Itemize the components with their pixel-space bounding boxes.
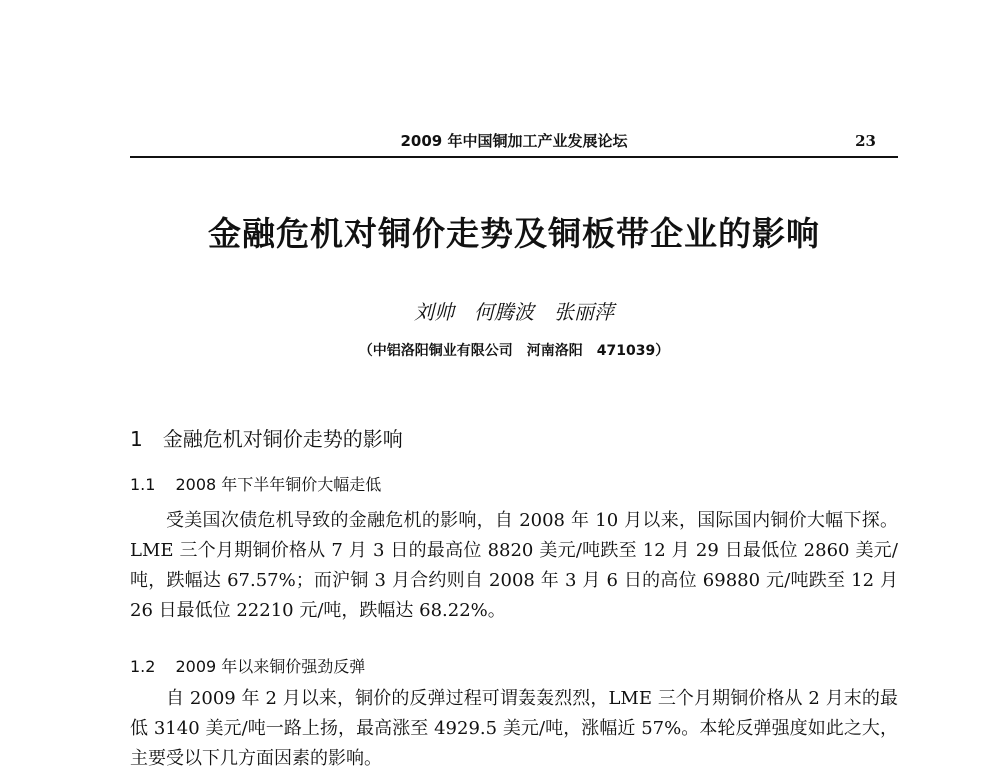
section-1-2-heading <box>130 654 365 677</box>
section-1-number: 1 <box>130 427 143 451</box>
section-1-2-number: 1.2 <box>130 657 156 676</box>
authors: 刘帅 何腾波 张丽萍 <box>414 300 614 324</box>
page-number: 23 <box>855 132 876 150</box>
affiliation: （中铝洛阳铜业有限公司 河南洛阳 471039） <box>358 343 670 359</box>
running-title: 2009 年中国铜加工产业发展论坛 <box>400 132 628 150</box>
section-1-2-paragraph: 自 2009 年 2 月以来，铜价的反弹过程可谓轰轰烈烈，LME 三个月期铜价格从 2 月末的最低 3140 美元/吨一路上扬，最高涨至 4929.5 美元/吨，涨幅近 57%。本轮反弹强度如此之大，主要受以下几方面因素的影响。 <box>130 688 898 769</box>
running-header <box>130 128 898 158</box>
paper-title: 金融危机对铜价走势及铜板带企业的影响 <box>208 214 820 253</box>
section-1-heading <box>130 423 403 452</box>
section-1-1-heading <box>130 472 381 495</box>
section-1-title: 金融危机对铜价走势的影响 <box>162 427 403 451</box>
section-1-2-title: 2009 年以来铜价强劲反弹 <box>175 657 366 676</box>
section-1-1-title: 2008 年下半年铜价大幅走低 <box>175 475 382 494</box>
section-1-1-paragraph: 受美国次债危机导致的金融危机的影响，自 2008 年 10 月以来，国际国内铜价大幅下探。LME 三个月期铜价格从 7 月 3 日的最高位 8820 美元/吨跌至 12 月 29 日最低位 2860 美元/吨，跌幅达 67.57%；而沪铜 3 月合约则自 2008 年 3 月 6 日的高位 69880 元/吨跌至 12 月 26 日最低位 22210 元/吨，跌幅达 68.22%。 <box>130 510 898 621</box>
section-1-1-number: 1.1 <box>130 475 156 494</box>
